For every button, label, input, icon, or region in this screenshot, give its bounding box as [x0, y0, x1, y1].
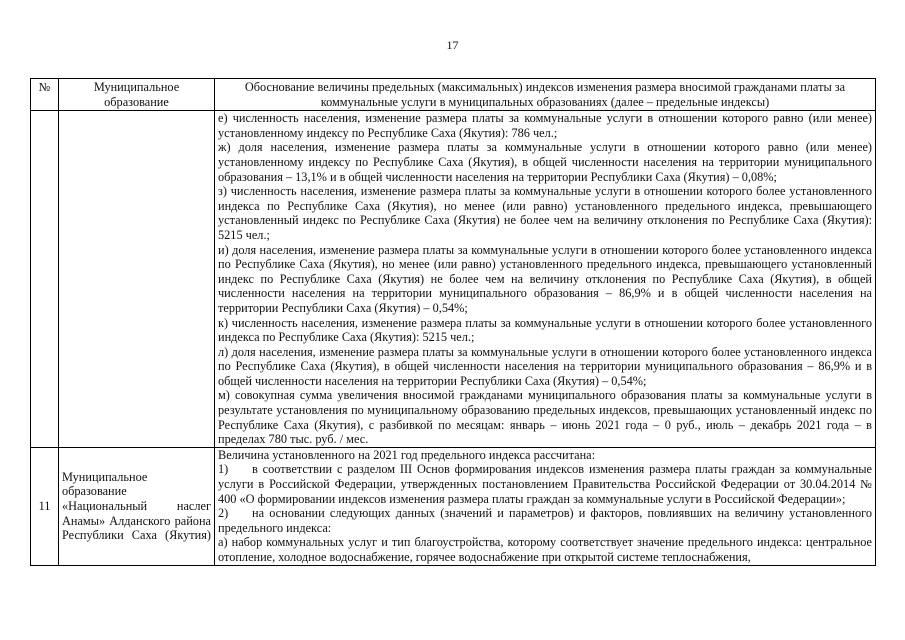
- header-municipality: Муниципальное образование: [59, 79, 215, 111]
- paragraph-m: м) совокупная сумма увеличения вносимой гражданами муниципального образования платы за коммунальные услуги в результате установления по муниципальному образованию предельных индексов, превышающих установленный индекс по Республике Саха (Якутия), с разбивкой по месяцам: январь – июнь 2021 года – 0 руб., июль – декабрь 2021 года – в пределах 780 тыс. руб. / мес.: [218, 388, 872, 447]
- item-2-text: на основании следующих данных (значений и параметров) и факторов, повлиявших на величину установленного предельного индекса:: [218, 506, 872, 535]
- paragraph-zh: ж) доля населения, изменение размера платы за коммунальные услуги в отношении которого равно (или менее) установленному индексу по Республике Саха (Якутия), в общей численности населения на территории муниципального образования – 13,1% и в общей численности населения на территории Республики Саха (Якутия) – 0,08%;: [218, 140, 872, 184]
- paragraph-item-2: [218, 506, 872, 535]
- paragraph-z: з) численность населения, изменение размера платы за коммунальные услуги в отношении которого более установленного индекса по Республике Саха (Якутия), но менее (или равно) установленного предельного индекса, превышающего установленный индекс по Республике Саха (Якутия) не более чем на величину отклонения по Республике Саха (Якутия): 5215 чел.;: [218, 184, 872, 242]
- paragraph-intro: Величина установленного на 2021 год предельного индекса рассчитана:: [218, 447, 596, 462]
- paragraph-item-1: [218, 462, 872, 506]
- paragraph-i: и) доля населения, изменение размера платы за коммунальные услуги в отношении которого более установленного индекса по Республике Саха (Якутия), но менее (или равно) установленного предельного индекса, превышающего установленный индекс по Республике Саха (Якутия) не более чем на величину отклонения по Республике Саха (Якутия), в общей численности населения на территории муниципального образования – 86,9% и в общей численности населения на территории Республики Саха (Якутия) – 0,54%;: [218, 242, 872, 315]
- table-header-row: [31, 79, 876, 111]
- row-prev-number: [31, 111, 59, 448]
- paragraph-l: л) доля населения, изменение размера платы за коммунальные услуги в отношении которого более установленного индекса по Республике Саха (Якутия), в общей численности населения на территории муниципального образования – 86,9% и в общей численности населения на территории Республики Саха (Якутия) – 0,54%;: [218, 344, 872, 388]
- header-number: №: [31, 79, 59, 111]
- row-11-justification: [215, 447, 876, 565]
- row-prev-justification: [215, 111, 876, 448]
- row-11-number: 11: [31, 447, 59, 565]
- item-1-marker: 1): [218, 462, 229, 477]
- item-1-text: в соответствии с разделом III Основ формирования индексов изменения размера платы граждан за коммунальные услуги в Российской Федерации, утвержденных постановлением Правительства Российской Федерации от 30.04.2014 № 400 «О формировании индексов изменения размера платы граждан за коммунальные услуги в Российской Федерации»;: [218, 462, 872, 506]
- indices-table: [30, 78, 876, 566]
- header-justification: Обоснование величины предельных (максимальных) индексов изменения размера вносимой гражданами платы за коммунальные услуги в муниципальных образованиях (далее – предельные индексы): [215, 79, 876, 111]
- municipality-name: Муниципальное образование «Национальный наслег Анамы» Алданского района Республики Саха (Якутия): [62, 469, 211, 543]
- row-11-municipality: [59, 447, 215, 565]
- paragraph-item-a: а) набор коммунальных услуг и тип благоустройства, которому соответствует значение предельного индекса: центральное отопление, холодное водоснабжение, горячее водоснабжение при открытой системе теплоснабжения,: [218, 535, 872, 564]
- row-prev-municipality: [59, 111, 215, 448]
- table-row: [31, 447, 876, 565]
- paragraph-e: е) численность населения, изменение размера платы за коммунальные услуги в отношении которого равно (или менее) установленному индексу по Республике Саха (Якутия): 786 чел.;: [218, 111, 872, 140]
- page-number: 17: [446, 38, 459, 52]
- table-row: [31, 111, 876, 448]
- paragraph-k: к) численность населения, изменение размера платы за коммунальные услуги в отношении которого более установленного индекса по Республике Саха (Якутия): 5215 чел.;: [218, 315, 872, 345]
- item-2-marker: 2): [218, 506, 229, 521]
